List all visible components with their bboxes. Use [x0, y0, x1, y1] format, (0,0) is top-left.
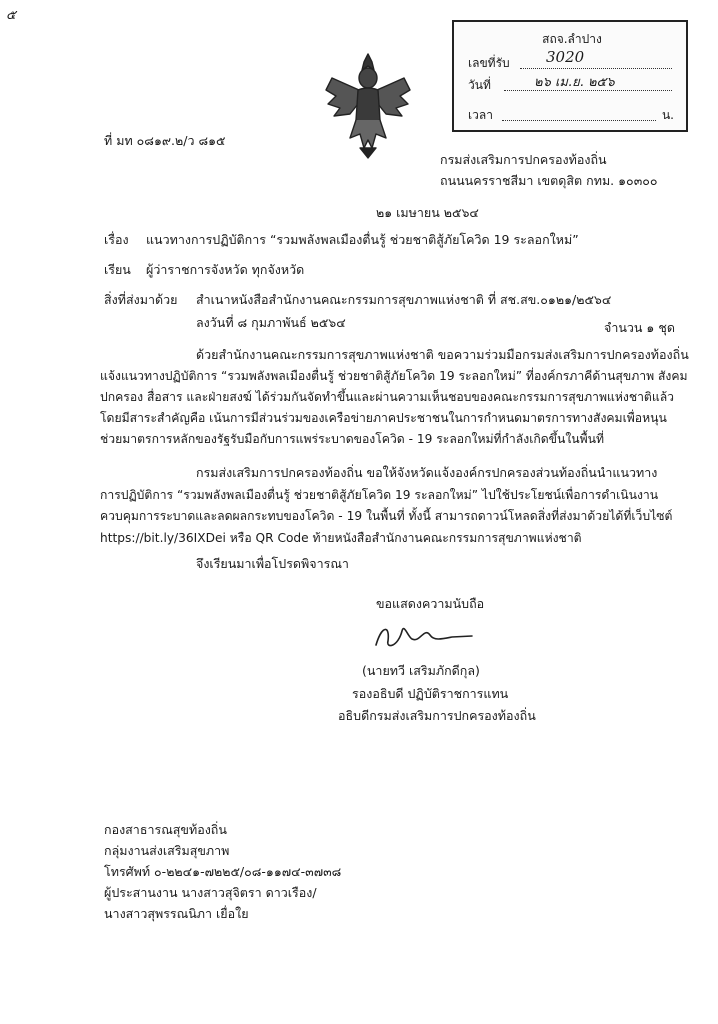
subject-label: เรื่อง: [104, 232, 129, 247]
enclosure-line1: สำเนาหนังสือสำนักงานคณะกรรมการสุขภาพแห่งชาติ ที่ สช.สข.๐๑๒๑/๒๕๖๔: [196, 292, 612, 307]
paragraph1-line: ช่วยมาตรการหลักของรัฐรับมือกับการแพร่ระบาดของโควิด - 19 ระลอกใหม่ที่กำลังเกิดขึ้นในพื้นที่: [100, 432, 605, 446]
paragraph1-line: โดยมีสาระสำคัญคือ เน้นการมีส่วนร่วมของเครือข่ายภาคประชาชนในการกำหนดมาตรการทางสังคมเพื่อหนุน: [100, 411, 667, 425]
signer-title-line1: รองอธิบดี ปฏิบัติราชการแทน: [352, 686, 509, 701]
subject-text: แนวทางการปฏิบัติการ “รวมพลังพลเมืองตื่นรู้ ช่วยชาติสู้ภัยโควิด 19 ระลอกใหม่”: [146, 232, 579, 247]
salutation-label: เรียน: [104, 262, 131, 277]
stamp-date-value: ๒๖ เม.ย. ๒๕๖: [534, 75, 615, 90]
sender-address-line1: กรมส่งเสริมการปกครองท้องถิ่น: [440, 152, 607, 167]
stamp-receipt-dots: [520, 68, 672, 69]
sender-address-line2: ถนนนครราชสีมา เขตดุสิต กทม. ๑๐๓๐๐: [440, 173, 658, 188]
stamp-time-dots: [502, 120, 656, 121]
signer-title-line2: อธิบดีกรมส่งเสริมการปกครองท้องถิ่น: [338, 708, 536, 723]
stamp-time-suffix: น.: [661, 108, 674, 122]
paragraph1-line: ด้วยสำนักงานคณะกรรมการสุขภาพแห่งชาติ ขอความร่วมมือกรมส่งเสริมการปกครองท้องถิ่น: [196, 347, 689, 362]
salutation-recipient: ผู้ว่าราชการจังหวัด ทุกจังหวัด: [146, 262, 305, 277]
paragraph1-line: แจ้งแนวทางปฏิบัติการ “รวมพลังพลเมืองตื่นรู้ ช่วยชาติสู้ภัยโควิด 19 ระลอกใหม่” ที่องค์กรภาคีด้านสุขภาพ สังคม: [100, 369, 688, 383]
stamp-time-label: เวลา: [468, 108, 493, 122]
paragraph2-line: กรมส่งเสริมการปกครองท้องถิ่น ขอให้จังหวัดแจ้งองค์กรปกครองส่วนท้องถิ่นนำแนวทาง: [196, 465, 658, 480]
paragraph2-line: https://bit.ly/36IXDei หรือ QR Code ท้ายหนังสือสำนักงานคณะกรรมการสุขภาพแห่งชาติ: [100, 531, 582, 545]
stamp-date-label: วันที่: [468, 78, 491, 92]
footer-line: นางสาวสุพรรณนิภา เยื่อใย: [104, 906, 249, 921]
stamp-receipt-label: เลขที่รับ: [468, 56, 510, 70]
footer-line: กองสาธารณสุขท้องถิ่น: [104, 822, 227, 837]
receipt-stamp: [452, 20, 688, 132]
footer-line: โทรศัพท์ ๐-๒๒๔๑-๗๒๒๕/๐๘-๑๑๗๔-๓๗๓๘: [104, 864, 342, 879]
corner-handwritten-mark: ๕: [6, 8, 16, 23]
enclosure-label: สิ่งที่ส่งมาด้วย: [104, 292, 178, 307]
garuda-emblem: [322, 50, 414, 160]
footer-line: กลุ่มงานส่งเสริมสุขภาพ: [104, 843, 230, 858]
paragraph2-line: การปฏิบัติการ “รวมพลังพลเมืองตื่นรู้ ช่วยชาติสู้ภัยโควิด 19 ระลอกใหม่” ไปใช้ประโยชน์เพื่อการดำเนินงาน: [100, 488, 659, 502]
enclosure-count: จำนวน ๑ ชุด: [604, 320, 675, 335]
letter-date: ๒๑ เมษายน ๒๕๖๔: [376, 205, 479, 220]
paragraph2-line: ควบคุมการระบาดและลดผลกระทบของโควิด - 19 ในพื้นที่ ทั้งนี้ สามารถดาวน์โหลดสิ่งที่ส่งมาด้วยได้ที่เว็บไซต์: [100, 509, 673, 523]
footer-line: ผู้ประสานงาน นางสาวสุจิตรา ดาวเรือง/: [104, 885, 317, 900]
stamp-receipt-number: 3020: [546, 48, 585, 66]
signature: [368, 617, 478, 653]
signer-name: (นายทวี เสริมภักดีกุล): [362, 663, 480, 678]
stamp-org: สถจ.ลำปาง: [542, 32, 602, 46]
closing-request: จึงเรียนมาเพื่อโปรดพิจารณา: [196, 556, 349, 571]
regards: ขอแสดงความนับถือ: [376, 596, 485, 611]
reference-number: ที่ มท ๐๘๑๙.๒/ว ๘๑๕: [104, 133, 226, 148]
paragraph1-line: ปกครอง สื่อสาร และฝ่ายสงฆ์ ได้ร่วมกันจัดทำขึ้นและผ่านความเห็นชอบของคณะกรรมการสุขภาพแห่งชาติแล้ว: [100, 390, 675, 404]
enclosure-line2: ลงวันที่ ๘ กุมภาพันธ์ ๒๕๖๔: [196, 315, 346, 330]
